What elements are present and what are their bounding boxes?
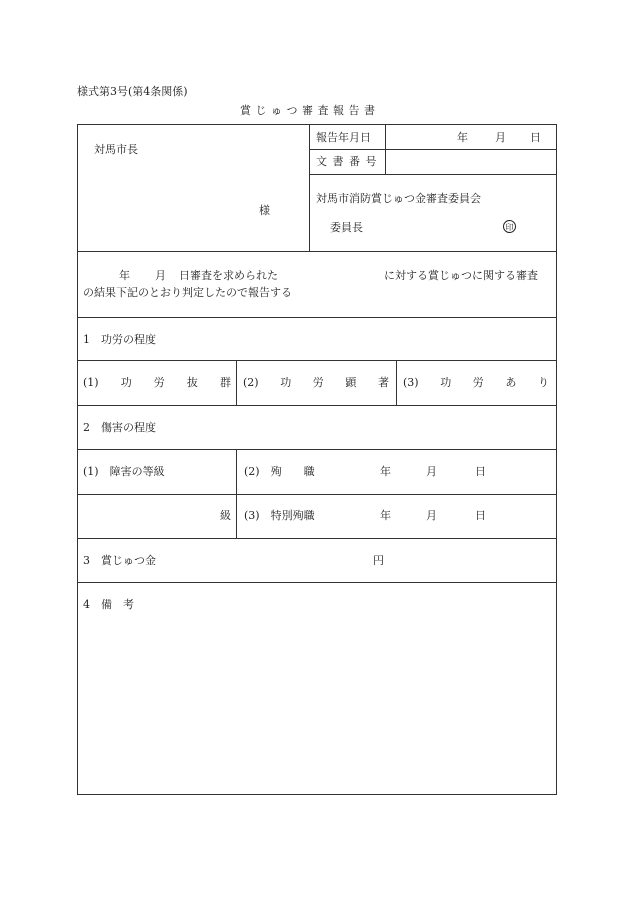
- merit-option-2-num: (2): [243, 376, 259, 389]
- page-title: 賞 じ ゅ つ 審 査 報 告 書: [240, 104, 376, 117]
- amount-unit: 円: [373, 554, 384, 567]
- disability-grade-label: (1) 障害の等級: [83, 465, 165, 478]
- form-number: 様式第3号(第4条関係): [77, 85, 188, 98]
- section2-heading: 2 傷害の程度: [83, 421, 156, 434]
- committee-name: 対馬市消防賞じゅつ金審査委員会: [316, 192, 481, 205]
- merit-option-1[interactable]: (1) 功 労 抜 群: [83, 376, 231, 389]
- section1-heading: 1 功労の程度: [83, 333, 156, 346]
- death-on-duty-label: (2) 殉 職: [244, 465, 315, 478]
- merit-option-1-num: (1): [83, 376, 99, 389]
- report-date-month[interactable]: 月: [495, 131, 506, 144]
- merit-option-2[interactable]: (2) 功 労 顕 著: [243, 376, 389, 389]
- committee-chair-label: 委員長: [330, 221, 363, 234]
- intro-target-text: に対する賞じゅつに関する審査: [384, 269, 538, 282]
- special-death-year[interactable]: 年: [380, 509, 391, 522]
- death-on-duty-day[interactable]: 日: [475, 465, 486, 478]
- intro-line-2: の結果下記のとおり判定したので報告する: [83, 286, 292, 299]
- report-date-label: 報告年月日: [316, 131, 371, 144]
- merit-option-3-num: (3): [403, 376, 419, 389]
- addressee-honorific: 様: [259, 204, 270, 217]
- disability-grade-suffix: 級: [220, 509, 231, 522]
- remarks-area[interactable]: [80, 615, 552, 790]
- section4-heading: 4 備 考: [83, 598, 134, 611]
- special-death-day[interactable]: 日: [475, 509, 486, 522]
- document-number-field[interactable]: [386, 150, 556, 174]
- intro-year: 年: [119, 269, 130, 282]
- death-on-duty-month[interactable]: 月: [426, 465, 437, 478]
- merit-option-3[interactable]: (3) 功 労 あ り: [403, 376, 549, 389]
- seal-mark: 印: [503, 220, 516, 233]
- report-date-year[interactable]: 年: [457, 131, 468, 144]
- report-date-day[interactable]: 日: [530, 131, 541, 144]
- special-death-label: (3) 特別殉職: [244, 509, 315, 522]
- death-on-duty-year[interactable]: 年: [380, 465, 391, 478]
- document-number-label: 文 書 番 号: [316, 155, 378, 168]
- addressee-name: 対馬市長: [94, 143, 138, 156]
- section3-heading: 3 賞じゅつ金: [83, 554, 156, 567]
- intro-month: 月: [155, 269, 166, 282]
- intro-day-text: 日審査を求められた: [179, 269, 278, 282]
- special-death-month[interactable]: 月: [426, 509, 437, 522]
